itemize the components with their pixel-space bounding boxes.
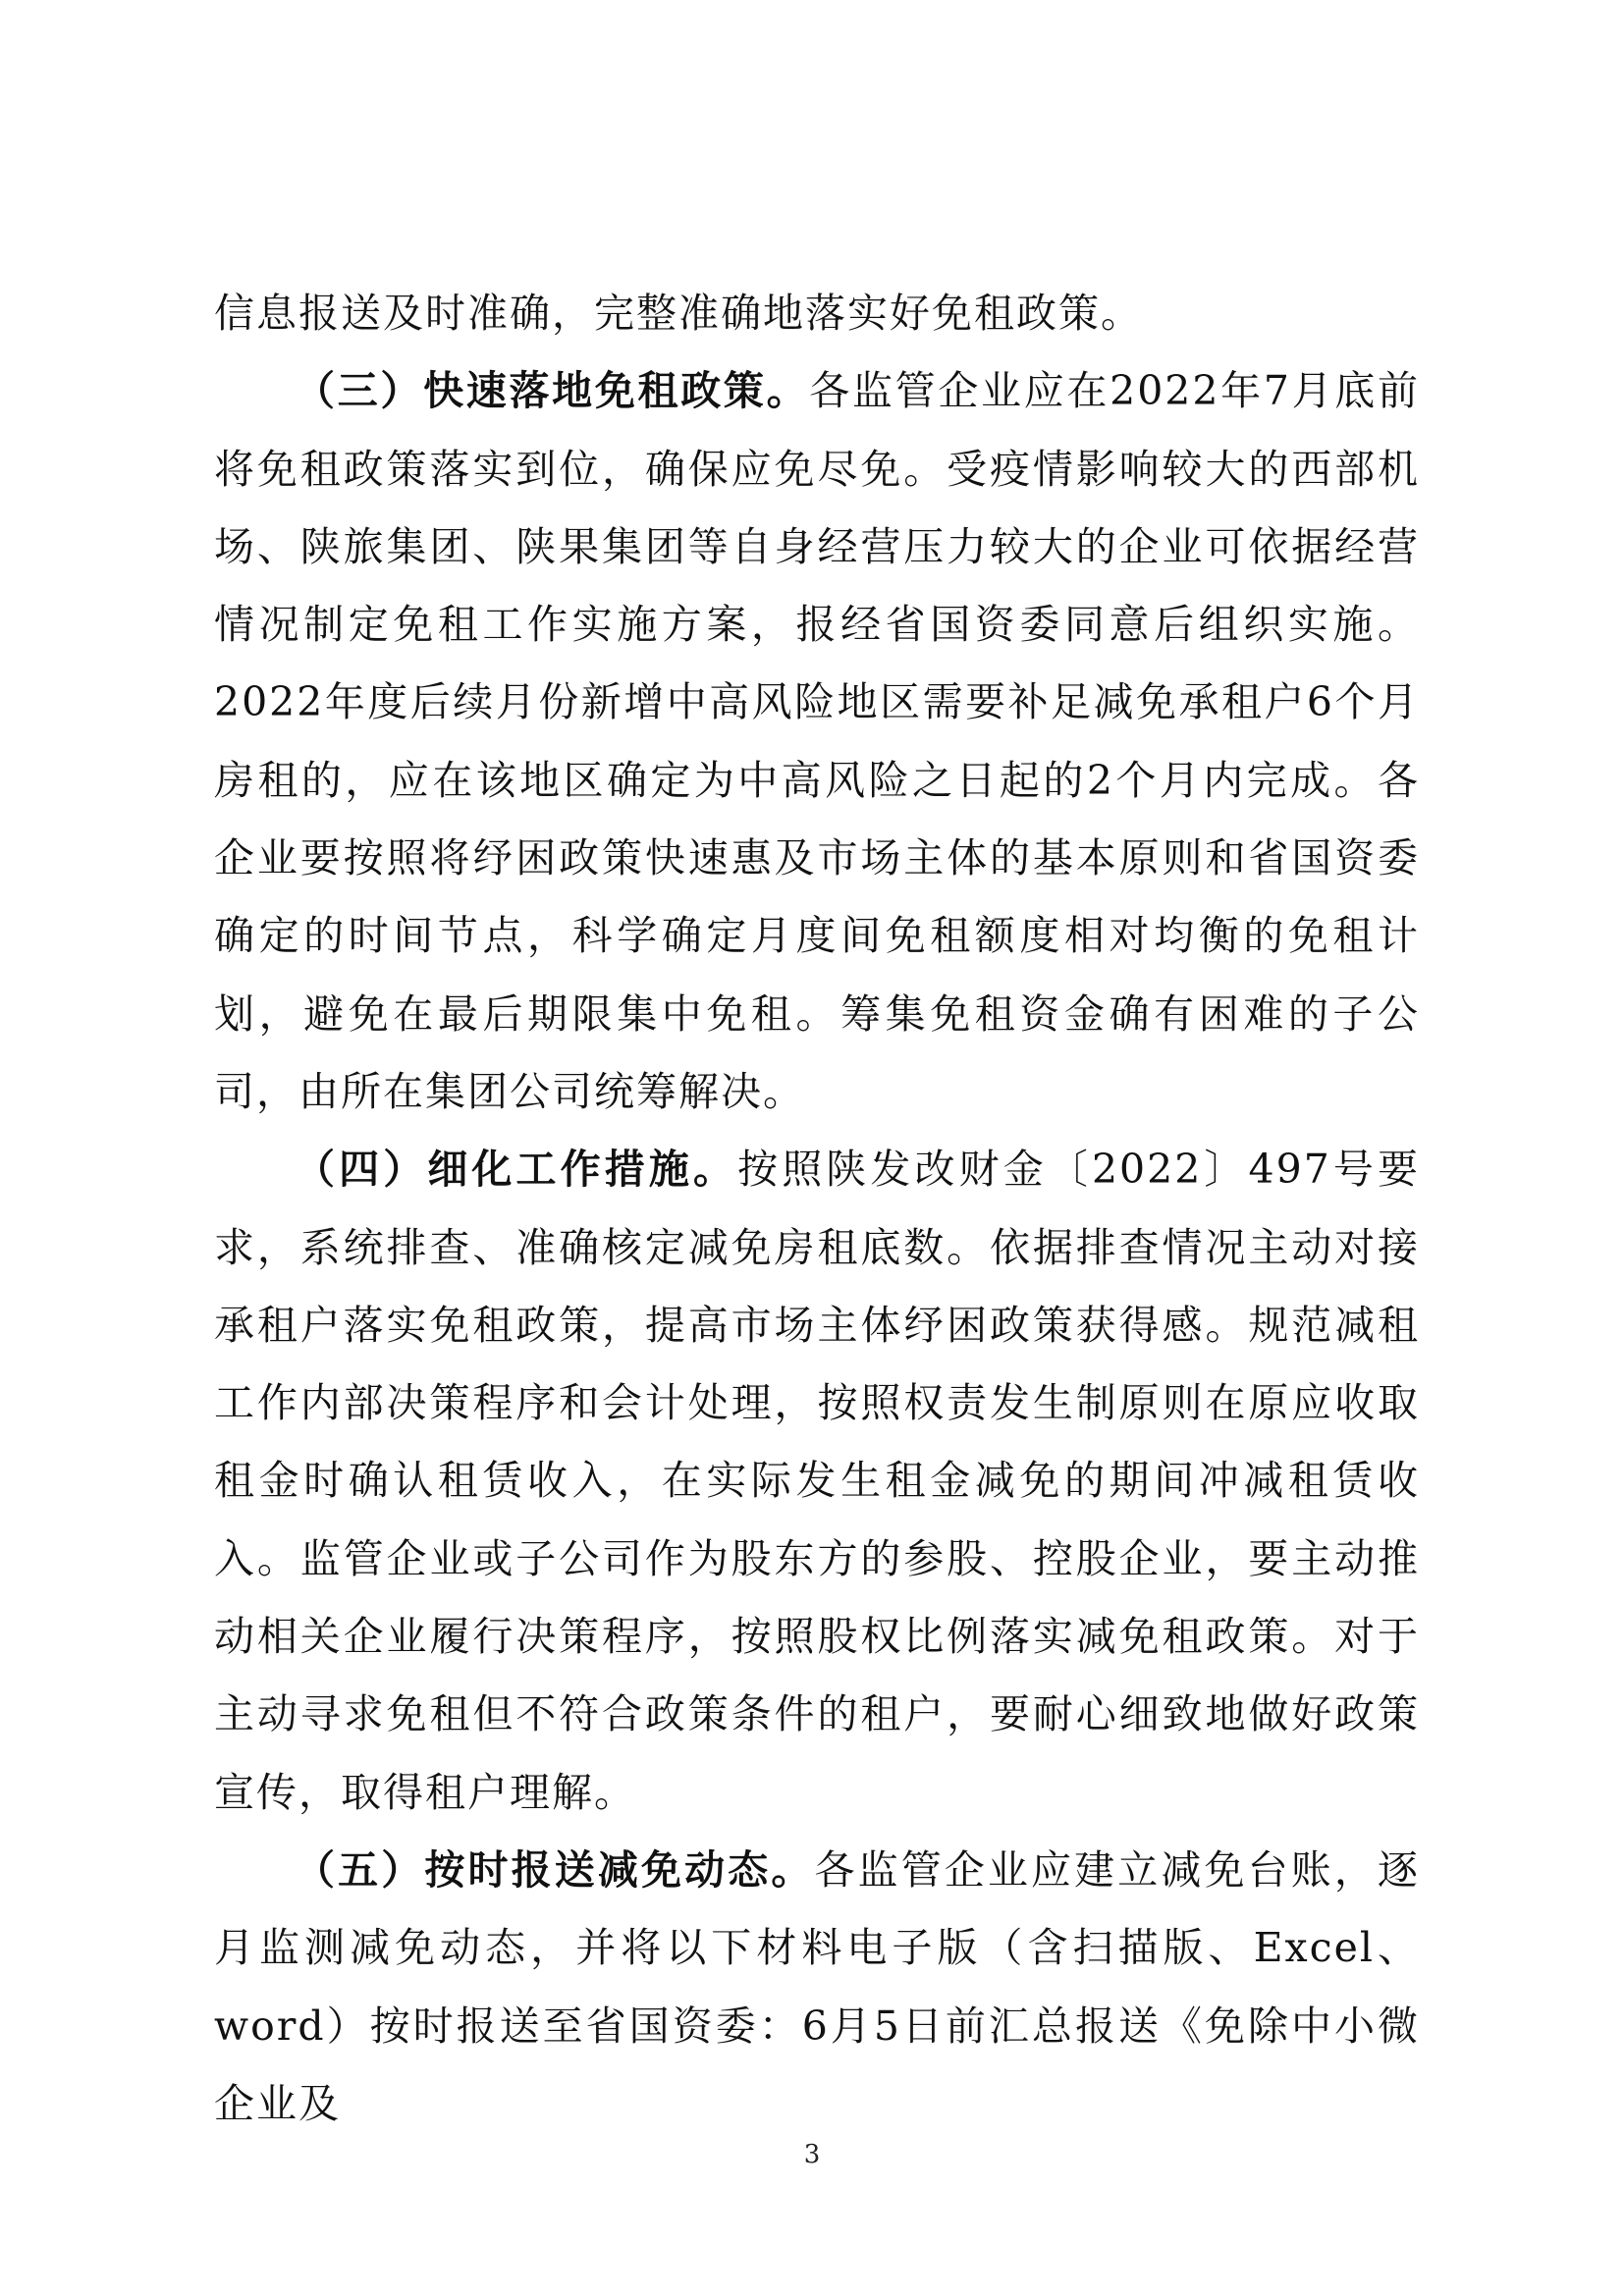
paragraph-section-4: [214, 1131, 1420, 1832]
paragraph-continuation: [214, 275, 1420, 352]
paragraph-text: 各监管企业应建立减免台账，逐月监测减免动态，并将以下材料电子版（含扫描版、Excel、word）按时报送至省国资委：6月5日前汇总报送《免除中小微企业及: [214, 1845, 1421, 2127]
paragraph-text: 各监管企业应在2022年7月底前将免租政策落实到位，确保应免尽免。受疫情影响较大的西部机场、陕旅集团、陕果集团等自身经营压力较大的企业可依据经营情况制定免租工作实施方案，报经省国资委同意后组织实施。2022年度后续月份新增中高风险地区需要补足减免承租户6个月房租的，应在该地区确定为中高风险之日起的2个月内完成。各企业要按照将纾困政策快速惠及市场主体的基本原则和省国资委确定的时间节点，科学确定月度间免租额度相对均衡的免租计划，避免在最后期限集中免租。筹集免租资金确有困难的子公司，由所在集团公司统筹解决。: [214, 367, 1420, 1115]
paragraph-text: 按照陕发改财金〔2022〕497号要求，系统排查、准确核定减免房租底数。依据排查情况主动对接承租户落实免租政策，提高市场主体纾困政策获得感。规范减租工作内部决策程序和会计处理，按照权责发生制原则在原应收取租金时确认租赁收入，在实际发生租金减免的期间冲减租赁收入。监管企业或子公司作为股东方的参股、控股企业，要主动推动相关企业履行决策程序，按照股权比例落实减免租政策。对于主动寻求免租但不符合政策条件的租户，要耐心细致地做好政策宣传，取得租户理解。: [214, 1146, 1420, 1816]
section-heading-3: （三）快速落地免租政策。: [295, 367, 810, 415]
page-number: 3: [803, 2140, 821, 2169]
paragraph-section-5: [214, 1832, 1420, 2143]
paragraph-text: 信息报送及时准确，完整准确地落实好免租政策。: [214, 290, 1143, 337]
paragraph-section-3: [214, 352, 1420, 1131]
document-body: [214, 275, 1420, 2143]
section-heading-4: （四）细化工作措施。: [295, 1146, 738, 1194]
section-heading-5: （五）按时报送减免动态。: [295, 1845, 815, 1894]
